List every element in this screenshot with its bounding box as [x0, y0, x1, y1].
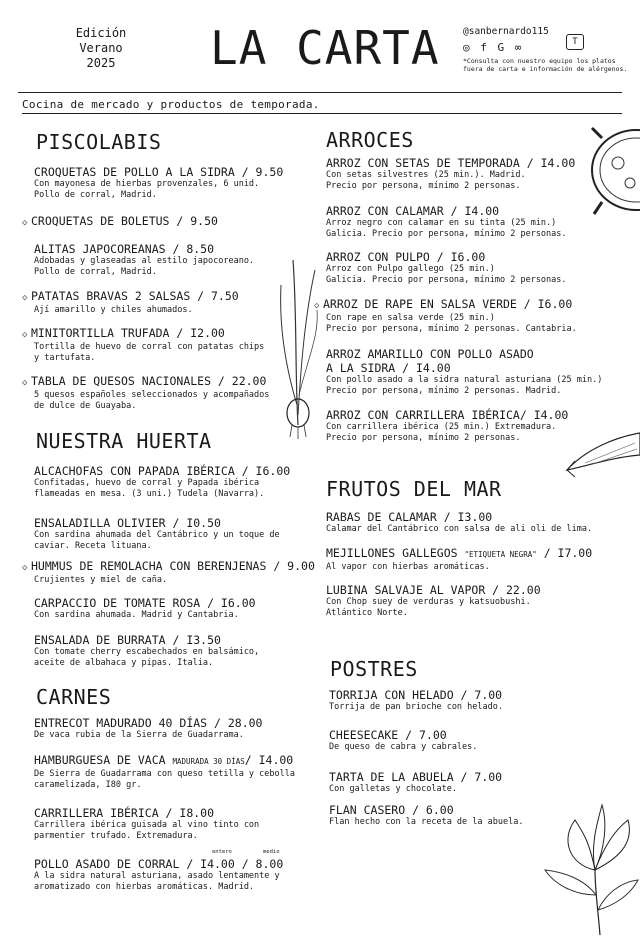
section-title-frutos: FRUTOS DEL MAR: [326, 477, 502, 501]
menu-item: [326, 347, 602, 397]
item-desc: parmentier trufado. Extremadura.: [34, 831, 198, 841]
item-desc: Con galletas y chocolate.: [329, 784, 457, 794]
leaf-icon: ◇: [22, 218, 28, 228]
social-block: [463, 26, 633, 73]
item-name: TABLA DE QUESOS NACIONALES / 22.00: [31, 374, 267, 388]
menu-item: [329, 770, 502, 795]
brand-logo: T: [566, 34, 584, 50]
menu-item: [34, 165, 283, 201]
leaf-icon: ◇: [22, 330, 28, 340]
item-price: / I7.00: [543, 546, 593, 560]
menu-item: [22, 326, 264, 364]
item-desc: Arroz con Pulpo gallego (25 min.): [326, 264, 495, 274]
edition-line: 2025: [86, 56, 116, 70]
item-desc: Galicia. Precio por persona, mínimo 2 personas.: [326, 275, 567, 285]
item-desc: A la sidra natural asturiana, asado lentamente y: [34, 871, 280, 881]
leaf-icon: ◇: [22, 563, 28, 573]
item-desc: De Sierra de Guadarrama con queso tetilla y cebolla: [34, 769, 295, 779]
item-desc: flameadas en mesa. (3 uni.) Tudela (Navarra).: [34, 489, 265, 499]
item-name: MEJILLONES GALLEGOS: [326, 546, 458, 560]
social-handle[interactable]: @sanbernardo115: [463, 26, 549, 37]
note-line: *Consulta con nuestro equipo los platos: [463, 57, 616, 65]
item-desc: aromatizado con hierbas aromáticas. Madrid.: [34, 882, 255, 892]
item-name: LUBINA SALVAJE AL VAPOR / 22.00: [326, 583, 541, 597]
section-title-piscolabis: PISCOLABIS: [36, 130, 162, 154]
item-desc: Al vapor con hierbas aromáticas.: [326, 562, 490, 572]
menu-item: [326, 156, 575, 192]
item-name: TORRIJA CON HELADO / 7.00: [329, 688, 503, 702]
item-name: ARROZ CON CARRILLERA IBÉRICA/ I4.00: [326, 408, 569, 422]
menu-item: [34, 806, 259, 842]
item-desc: Con pollo asado a la sidra natural asturiana (25 min.): [326, 375, 603, 385]
menu-item: [34, 464, 290, 500]
leaf-icon: ◇: [22, 293, 28, 303]
item-name: ALCACHOFAS CON PAPADA IBÉRICA / I6.00: [34, 464, 291, 478]
edition-line: Edición: [75, 26, 127, 40]
item-desc: Ají amarillo y chiles ahumados.: [34, 305, 193, 315]
menu-item: [314, 297, 577, 335]
menu-item: [326, 510, 592, 535]
item-desc: Pollo de corral, Madrid.: [34, 190, 157, 200]
item-name: ARROZ CON SETAS DE TEMPORADA / I4.00: [326, 156, 576, 170]
item-name: POLLO ASADO DE CORRAL / I4.00 / 8.00: [34, 857, 284, 871]
item-name: ENSALADILLA OLIVIER / I0.50: [34, 516, 221, 530]
item-name: CARRILLERA IBÉRICA / I8.00: [34, 806, 215, 820]
item-name: TARTA DE LA ABUELA / 7.00: [329, 770, 503, 784]
spring-onion-illustration: [275, 255, 321, 440]
item-desc: Tortilla de huevo de corral con patatas chips: [34, 342, 265, 352]
item-desc: Galicia. Precio por persona, mínimo 2 personas.: [326, 229, 567, 239]
menu-item: [34, 716, 262, 741]
item-name: ALITAS JAPOCOREANAS / 8.50: [34, 242, 215, 256]
item-desc: Crujientes y miel de caña.: [34, 575, 168, 585]
item-desc: Precio por persona, mínimo 2 personas. Cantabria.: [326, 324, 577, 334]
item-desc: Precio por persona, mínimo 2 personas.: [326, 181, 521, 191]
item-desc: Arroz negro con calamar en su tinta (25 min.): [326, 218, 557, 228]
menu-item: [326, 250, 567, 286]
menu-item: [22, 559, 315, 586]
item-desc: Con mayonesa de hierbas provenzales, 6 unid.: [34, 179, 260, 189]
tripadvisor-icon[interactable]: ∞: [514, 41, 524, 54]
item-desc: y tartufata.: [34, 353, 96, 363]
item-desc: Adobadas y glaseadas al estilo japocoreano.: [34, 256, 255, 266]
paella-pan-illustration: [588, 118, 640, 220]
item-name: HAMBURGUESA DE VACA: [34, 753, 166, 767]
item-name: ARROZ DE RAPE EN SALSA VERDE / I6.00: [323, 297, 573, 311]
section-title-postres: POSTRES: [330, 657, 418, 681]
item-name: ARROZ CON CALAMAR / I4.00: [326, 204, 500, 218]
item-name: ENSALADA DE BURRATA / I3.50: [34, 633, 221, 647]
leaf-icon: ◇: [22, 378, 28, 388]
menu-item: [329, 728, 477, 753]
social-icons: [463, 42, 633, 54]
artichoke-flower-illustration: [540, 800, 640, 937]
item-name: ENTRECOT MADURADO 40 DÍAS / 28.00: [34, 716, 263, 730]
menu-item: [34, 242, 254, 278]
menu-item: [34, 516, 280, 552]
portion-label: entero: [212, 849, 232, 855]
item-desc: de dulce de Guayaba.: [34, 401, 137, 411]
item-desc: Con setas silvestres (25 min.). Madrid.: [326, 170, 526, 180]
item-name: CROQUETAS DE POLLO A LA SIDRA / 9.50: [34, 165, 284, 179]
item-name: HUMMUS DE REMOLACHA CON BERENJENAS / 9.00: [31, 559, 315, 573]
menu-item: [22, 289, 239, 316]
note-line: fuera de carta e información de alérgenos.: [463, 65, 628, 73]
item-name: ARROZ AMARILLO CON POLLO ASADO: [326, 347, 534, 361]
item-desc: Con sardina ahumada del Cantábrico y un toque de: [34, 530, 280, 540]
google-icon[interactable]: G: [497, 41, 507, 54]
item-desc: Flan hecho con la receta de la abuela.: [329, 817, 524, 827]
item-desc: aceite de albahaca y pipas. Italia.: [34, 658, 214, 668]
item-desc: 5 quesos españoles seleccionados y acompañados: [34, 390, 270, 400]
item-name: FLAN CASERO / 6.00: [329, 803, 454, 817]
facebook-icon[interactable]: f: [480, 41, 489, 54]
menu-item: [34, 633, 259, 669]
edition-block: [56, 26, 146, 71]
item-desc: Pollo de corral, Madrid.: [34, 267, 157, 277]
item-desc: Precio por persona, mínimo 2 personas.: [326, 433, 521, 443]
item-desc: Con tomate cherry escabechados en balsámico,: [34, 647, 260, 657]
item-desc: Confitadas, huevo de corral y Papada ibérica: [34, 478, 260, 488]
menu-item: [329, 688, 503, 713]
item-name: CARPACCIO DE TOMATE ROSA / I6.00: [34, 596, 256, 610]
item-name: PATATAS BRAVAS 2 SALSAS / 7.50: [31, 289, 239, 303]
item-desc: De queso de cabra y cabrales.: [329, 742, 478, 752]
menu-item: [326, 546, 592, 573]
item-desc: Torrija de pan brioche con helado.: [329, 702, 503, 712]
item-desc: caviar. Receta lituana.: [34, 541, 152, 551]
item-desc: Con sardina ahumada. Madrid y Cantabria.: [34, 610, 239, 620]
item-name: MINITORTILLA TRUFADA / I2.00: [31, 326, 225, 340]
item-desc: caramelizada, I80 gr.: [34, 780, 142, 790]
instagram-icon[interactable]: ◎: [463, 41, 472, 54]
menu-item: [22, 214, 218, 230]
item-desc: Calamar del Cantábrico con salsa de ali oli de lima.: [326, 524, 593, 534]
menu-item: [326, 408, 568, 444]
menu-item: [22, 374, 269, 412]
divider: [18, 92, 622, 93]
item-name: CHEESECAKE / 7.00: [329, 728, 447, 742]
tagline: Cocina de mercado y productos de temporada.: [22, 98, 320, 111]
menu-item: [34, 857, 283, 893]
item-desc: Con Chop suey de verduras y katsuobushi.: [326, 597, 531, 607]
section-title-arroces: ARROCES: [326, 128, 414, 152]
item-name-small: "ETIQUETA NEGRA": [464, 550, 537, 559]
portion-label: medio: [263, 849, 280, 855]
item-desc: De vaca rubia de la Sierra de Guadarrama.: [34, 730, 244, 740]
menu-item: [34, 596, 256, 621]
item-price: / I4.00: [244, 753, 294, 767]
item-desc: Atlántico Norte.: [326, 608, 408, 618]
item-name: ARROZ CON PULPO / I6.00: [326, 250, 486, 264]
item-name-small: MADURADA 30 DÍAS: [172, 757, 245, 766]
item-name: CROQUETAS DE BOLETUS / 9.50: [31, 214, 218, 228]
menu-item: [326, 583, 541, 619]
item-desc: Precio por persona, mínimo 2 personas. Madrid.: [326, 386, 562, 396]
item-name: RABAS DE CALAMAR / I3.00: [326, 510, 493, 524]
item-desc: Con carrillera ibérica (25 min.) Extremadura.: [326, 422, 557, 432]
item-desc: Carrillera ibérica guisada al vino tinto con: [34, 820, 260, 830]
allergen-note: [463, 57, 633, 73]
fish-illustration: [565, 425, 640, 480]
divider: [22, 113, 622, 114]
edition-line: Verano: [79, 41, 123, 55]
menu-item: [326, 204, 567, 240]
menu-item: [329, 803, 523, 828]
page-title: LA CARTA: [210, 21, 440, 75]
section-title-huerta: NUESTRA HUERTA: [36, 429, 212, 453]
item-name-line2: A LA SIDRA / I4.00: [326, 361, 451, 375]
section-title-carnes: CARNES: [36, 685, 112, 709]
leaf-icon: ◇: [314, 301, 320, 311]
item-desc: Con rape en salsa verde (25 min.): [326, 313, 495, 323]
menu-item: [34, 753, 295, 791]
